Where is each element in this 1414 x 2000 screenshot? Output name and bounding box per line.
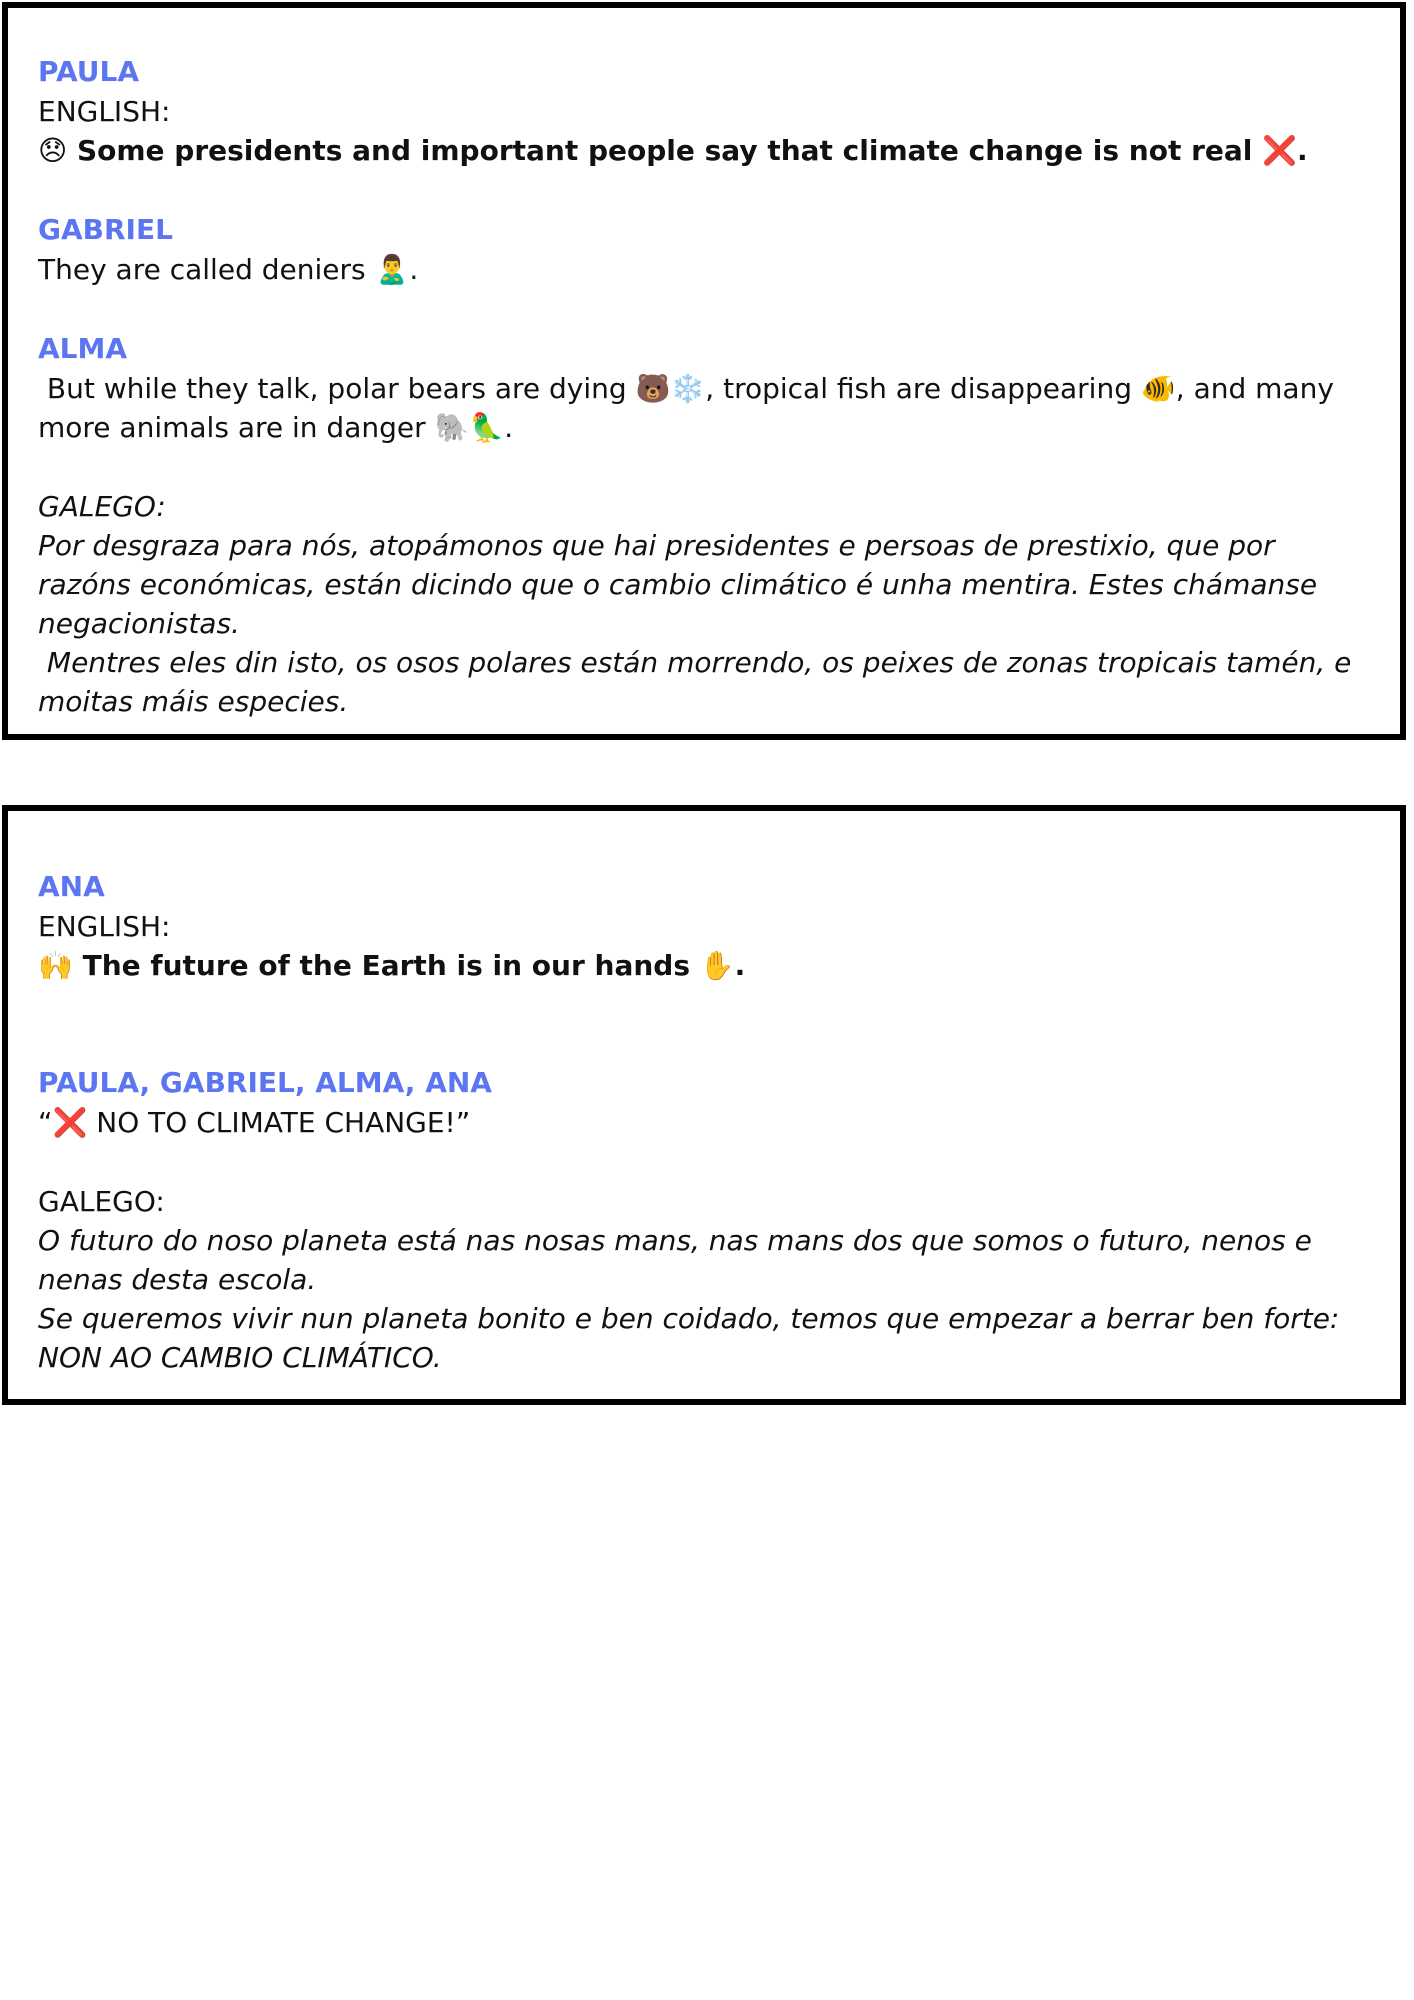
alma-line-text-a: But while they talk, polar bears are dying <box>38 372 636 405</box>
gabriel-line-end: . <box>409 253 419 286</box>
gabriel-line-text: They are called deniers <box>38 253 366 286</box>
all-line-text: NO TO CLIMATE CHANGE!” <box>87 1106 471 1139</box>
alma-line-text-c: , and many more animals are in danger <box>38 372 1343 444</box>
alma-line-end: . <box>504 411 514 444</box>
all-line-quote-open: “ <box>38 1106 53 1139</box>
alma-line-text-b: , tropical fish are disappearing <box>705 372 1141 405</box>
language-label-galego: GALEGO: <box>38 1185 165 1218</box>
speaker-ana: ANA <box>38 870 105 903</box>
alma-line <box>38 369 1370 447</box>
galego-paragraph-1: Por desgraza para nós, atopámonos que hai presidentes e persoas de prestixio, que por razóns económicas, están dicindo que o cambio climático é unha mentira. Estes chámanse negacionistas. <box>38 529 1318 640</box>
ana-line-text: The future of the Earth is in our hands <box>82 949 690 982</box>
person-pouting-icon: 🙎‍♂️ <box>374 253 410 286</box>
language-label-english: ENGLISH: <box>38 95 171 128</box>
language-label-english: ENGLISH: <box>38 910 171 943</box>
paula-line-end: . <box>1297 134 1308 167</box>
raised-hand-icon: ✋ <box>699 949 735 982</box>
cross-mark-icon: ❌ <box>1262 134 1298 167</box>
polar-bear-icon: 🐻❄️ <box>635 372 706 405</box>
elephant-parrot-icon: 🐘🦜 <box>434 411 505 444</box>
speaker-all: PAULA, GABRIEL, ALMA, ANA <box>38 1066 492 1099</box>
speaker-paula: PAULA <box>38 55 140 88</box>
galego-paragraph-2: Se queremos vivir nun planeta bonito e ben coidado, temos que empezar a berrar ben forte: NON AO CAMBIO CLIMÁTICO. <box>38 1302 1340 1374</box>
tropical-fish-icon: 🐠 <box>1140 372 1176 405</box>
ana-line <box>38 946 1370 985</box>
galego-paragraph-2: Mentres eles din isto, os osos polares están morrendo, os peixes de zonas tropicais tamén, e moitas máis especies. <box>38 646 1361 718</box>
all-line <box>38 1103 1370 1142</box>
ana-line-end: . <box>734 949 746 982</box>
script-card-2 <box>2 805 1406 1405</box>
cross-mark-icon: ❌ <box>52 1106 88 1139</box>
paula-line <box>38 131 1370 170</box>
script-card-1 <box>2 2 1406 740</box>
paula-line-text: Some presidents and important people say that climate change is not real <box>76 134 1253 167</box>
speaker-gabriel: GABRIEL <box>38 213 173 246</box>
speaker-alma: ALMA <box>38 332 128 365</box>
galego-paragraph-1: O futuro do noso planeta está nas nosas mans, nas mans dos que somos o futuro, nenos e nenas desta escola. <box>38 1224 1312 1296</box>
raising-hands-icon: 🙌 <box>38 949 73 982</box>
gabriel-line <box>38 250 1370 289</box>
language-label-galego: GALEGO: <box>38 490 166 523</box>
disappointed-face-icon: 😞 <box>38 134 68 167</box>
